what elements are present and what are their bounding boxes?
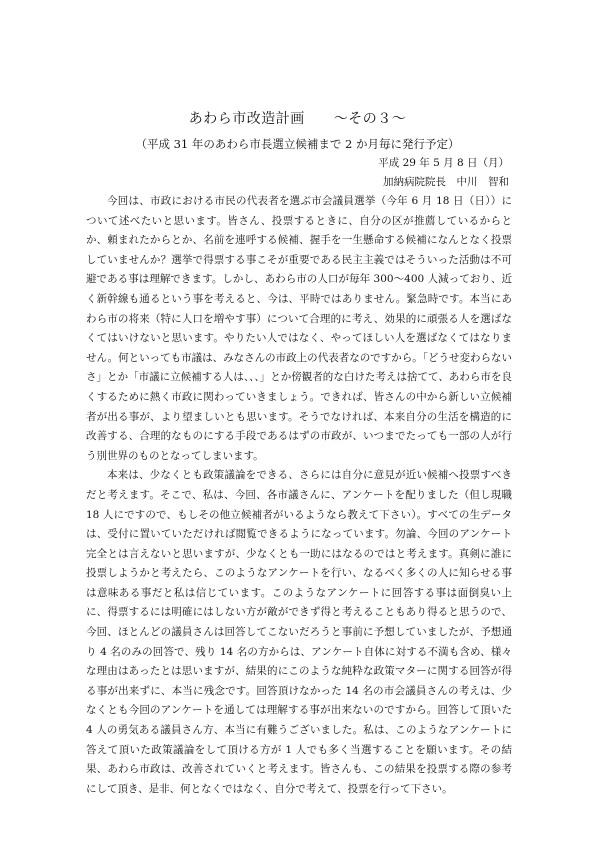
document-subtitle: （平成 31 年のあわら市長選立候補まで 2 か月毎に発行予定） xyxy=(135,137,460,151)
body-paragraph-1: 今回は、市政における市民の代表者を選ぶ市会議員選挙（今年 6 月 18 日（日））について述べたいと思います。皆さん、投票するときに、自分の区が推薦しているからとか、頼まれたからとか、名前を連呼する候補、握手を一生懸命する候補になんとなく投票していませんか？選挙で得票する事こそが重要である民主主義ではそういった活動は不可避である事は理解できます。しかし、あわら市の人口が毎年 300～400 人減っており、近く新幹線も通るという事を考えると、今は、平時ではありません。緊急時です。本当にあわら市の将来（特に人口を増やす事）について合理的に考え、効果的に頑張る人を選ばなくてはいけないと思います。やりたい人ではなく、やってほしい人を選ばなくてはなりません。何といっても市議は、みなさんの市政上の代表者なのですから。「どうせ変わらないさ」とか「市議に立候補する人は、、、」とか傍観者的な白けた考えは捨てて、あわら市を良くするために熱く市政に関わっていきましょう。できれば、皆さんの中から新しい立候補者が出る事が、より望ましいとも思います。そうでなければ、本来自分の生活を構造的に改善する、合理的なものにする手段であるはずの市政が、いつまでたっても一部の人が行う別世界のものとなってしまいます。 xyxy=(86,195,512,462)
document-body xyxy=(86,192,512,799)
document-date: 平成 29 年 5 月 8 日（月） xyxy=(378,157,509,169)
body-paragraph-2: 本来は、少なくとも政策議論をできる、さらには自分に意見が近い候補へ投票すべきだと考えます。そこで、私は、今回、各市議さんに、アンケートを配りました（但し現職 18 人にですので、もしその他立候補者がいるようなら教えて下さい）。すべての生データは、受付に置いていただければ閲覧できるようになっています。勿論、今回のアンケート完全とは言えないと思いますが、少なくとも一助にはなるのではと考えます。真剣に誰に投票しようかと考えたら、このようなアンケートを行い、なるべく多くの人に知らせる事は意味ある事だと私は信じています。このようなアンケートに回答する事は面倒臭い上に、得票するには明確にはしない方が敵ができず得と考えることもあり得ると思うので、今回、ほとんどの議員さんは回答してこないだろうと事前に予想していましたが、予想通り 4 名のみの回答で、残り 14 名の方からは、アンケート自体に対する不満も含め、様々な理由はあったとは思いますが、結果的にこのような純粋な政策マターに関する回答が得る事が出来ずに、本当に残念です。回答頂けなかった 14 名の市会議員さんの考えは、少なくとも今回のアンケートを通しては理解する事が出来ないのですから。回答して頂いた 4 人の勇気ある議員さん方、本当に有難うございました。私は、このようなアンケートに答えて頂いた政策議論をして頂ける方が 1 人でも多く当選することを願います。その結果、あわら市政は、改善されていくと考えます。皆さんも、この結果を投票する際の参考にして頂き、是非、何となくではなく、自分で考えて、投票を行って下さい。 xyxy=(86,469,512,795)
document-title: あわら市改造計画 ～その３～ xyxy=(188,111,407,127)
document-author: 加納病院院長 中川 智和 xyxy=(383,176,509,188)
